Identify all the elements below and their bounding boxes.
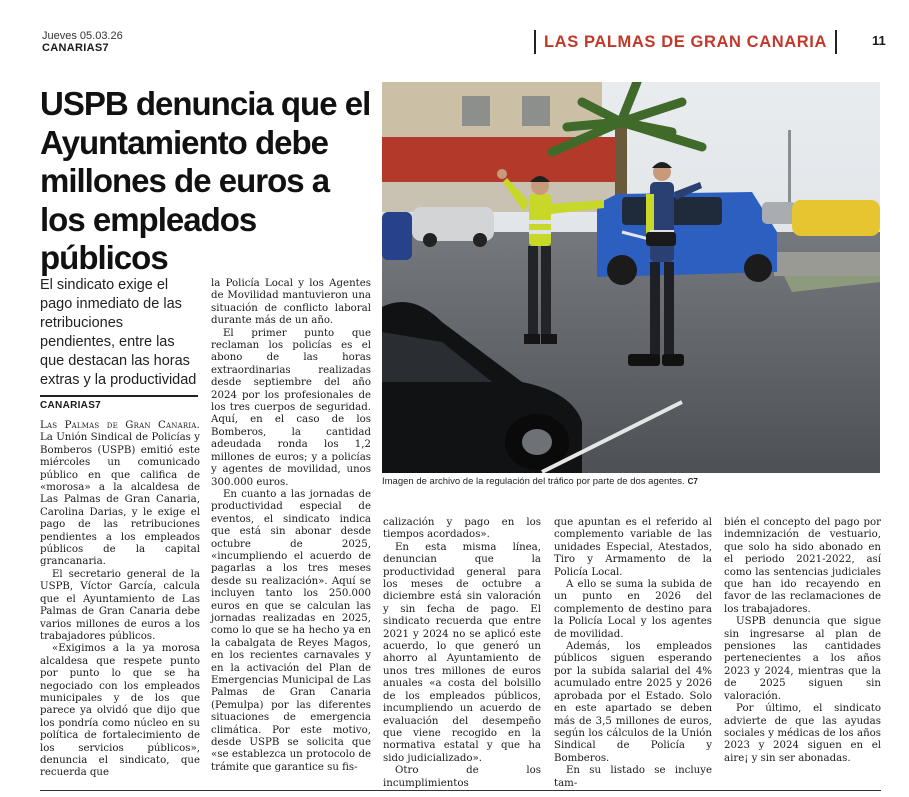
body-paragraph: «Exigimos a la ya morosa alcaldesa que respete punto por punto lo que se ha negociado con los empleados municipales y de los que parece ya olvidó que dijo que los pondría como núcleo en su política de fortalecimiento de los servicios públicos», denuncia el sindicato, que recuerda que <box>40 643 200 779</box>
paragraph-text: La Unión Sindical de Policías y Bomberos (USPB) emitió este miércoles un comunicado público en que califica de «morosa» a la alcaldesa de Las Palmas de Gran Canaria, Carolina Darias, y le exige el pago de las retribuciones pendientes a los empleados públicos de la capital grancanaria. <box>40 432 200 568</box>
photo-caption <box>382 476 880 487</box>
body-paragraph: que apuntan es el referido al complemento variable de las unidades Especial, Atestados, Tiro y Armamento de la Policía Local. <box>554 517 712 578</box>
body-paragraph: El secretario general de la USPB, Víctor García, calcula que el Ayuntamiento de Las Palmas de Gran Canaria debe varios millones de euros a los trabajadores públicos. <box>40 568 200 642</box>
body-paragraph: En esta misma línea, denuncian que la productividad general para los meses de octubre a diciembre está sin valoración y sin fecha de pago. El sindicato recuerda que entre 2021 y 2024 no se aplicó este acuerdo, lo que generó un ahorro al Ayuntamiento de unos tres millones de euros anuales «a costa del bolsillo de los empleados públicos, incumpliendo un acuerdo de evaluación del desempeño que viene recogido en la normativa estatal y que ha sido judicializado». <box>383 541 541 764</box>
issue-date: Jueves 05.03.26 <box>42 30 123 42</box>
body-column-5 <box>724 517 881 765</box>
body-paragraph: En su listado se incluye tam- <box>554 765 712 789</box>
body-column-4 <box>554 517 712 790</box>
body-paragraph: En cuanto a las jornadas de productividad especial de eventos, el sindicato indica que está sin abonar desde octubre de 2025, «incumpliendo el acuerdo de pagarlas a los tres meses desde su realización». Aquí se incluyen tanto los 250.000 euros en que se calculan las jornadas realizadas en 2025, como lo que se ha hecho ya en la cabalgata de Reyes Magos, en los recientes carnavales y en la activación del Plan de Emergencias Municipal de Las Palmas de Gran Canaria (Pemulpa) por las diferentes situaciones de emergencia climática. Por este motivo, desde USPB se solicita que «se establezca un protocolo de trámite que garantice su fis- <box>211 488 371 773</box>
publication-name: CANARIAS7 <box>42 42 109 54</box>
article-photo <box>382 82 880 473</box>
body-paragraph: El primer punto que reclaman los policías es el abono de las horas extraordinarias realizadas desde septiembre del año 2024 por los profesionales de los tres cuerpos de seguridad. Aquí, en el caso de los Bomberos, la cantidad adeudada ronda los 1,2 millones de euros; y a policías y agentes de movilidad, unos 300.000 euros. <box>211 327 371 488</box>
body-paragraph: Por último, el sindicato advierte de que las ayudas sociales y médicas de los años 2023 y 2024 siguen en el aire¡ y sin ser abonadas. <box>724 703 881 764</box>
dateline: Las Palmas de Gran Canaria. <box>40 420 200 431</box>
body-column-2 <box>211 278 371 774</box>
body-paragraph: la Policía Local y los Agentes de Movilidad mantuvieron una situación de conflicto laboral durante más de un año. <box>211 278 371 327</box>
section-header <box>534 30 837 54</box>
body-column-3 <box>383 517 541 790</box>
body-paragraph <box>40 420 200 569</box>
body-paragraph: Otro de los incumplimientos <box>383 765 541 789</box>
body-paragraph: bién el concepto del pago por indemnización de vestuario, que solo ha sido abonado en el periodo 2021-2022, así como las sentencias judiciales que han ido recayendo en favor de las reclamaciones de los trabajadores. <box>724 517 881 615</box>
masthead <box>42 30 123 54</box>
footer-rule <box>40 790 881 791</box>
body-paragraph: A ello se suma la subida de un punto en 2026 del complemento de destino para la Policía Local y los agentes de movilidad. <box>554 579 712 640</box>
section-name: LAS PALMAS DE GRAN CANARIA <box>544 33 827 51</box>
body-paragraph: calización y pago en los tiempos acordados». <box>383 517 541 541</box>
traffic-agents-photo <box>382 82 880 473</box>
body-paragraph: Además, los empleados públicos siguen esperando por la subida salarial del 4% acumulado entre 2025 y 2026 aprobada por el Estado. Solo en este apartado se deben más de 3,5 millones de euros, según los cálculos de la Unión Sindical de Policía y Bomberos. <box>554 641 712 764</box>
body-column-1 <box>40 420 200 780</box>
article-headline: USPB denuncia que el Ayuntamiento debe millones de euros a los empleados públicos <box>40 85 371 276</box>
caption-text: Imagen de archivo de la regulación del tráfico por parte de dos agentes. <box>382 476 685 487</box>
article-byline: CANARIAS7 <box>40 395 198 411</box>
photo-credit: C7 <box>687 477 698 486</box>
article-subheadline: El sindicato exige el pago inmediato de las retribuciones pendientes, entre las que destacan las horas extras y la productividad <box>40 277 197 388</box>
body-paragraph: USPB denuncia que sigue sin ingresarse al plan de pensiones las cantidades pertenecientes a los años 2023 y 2024, mientras que la de 2025 siguen sin valoración. <box>724 616 881 702</box>
page-number: 11 <box>872 33 886 48</box>
